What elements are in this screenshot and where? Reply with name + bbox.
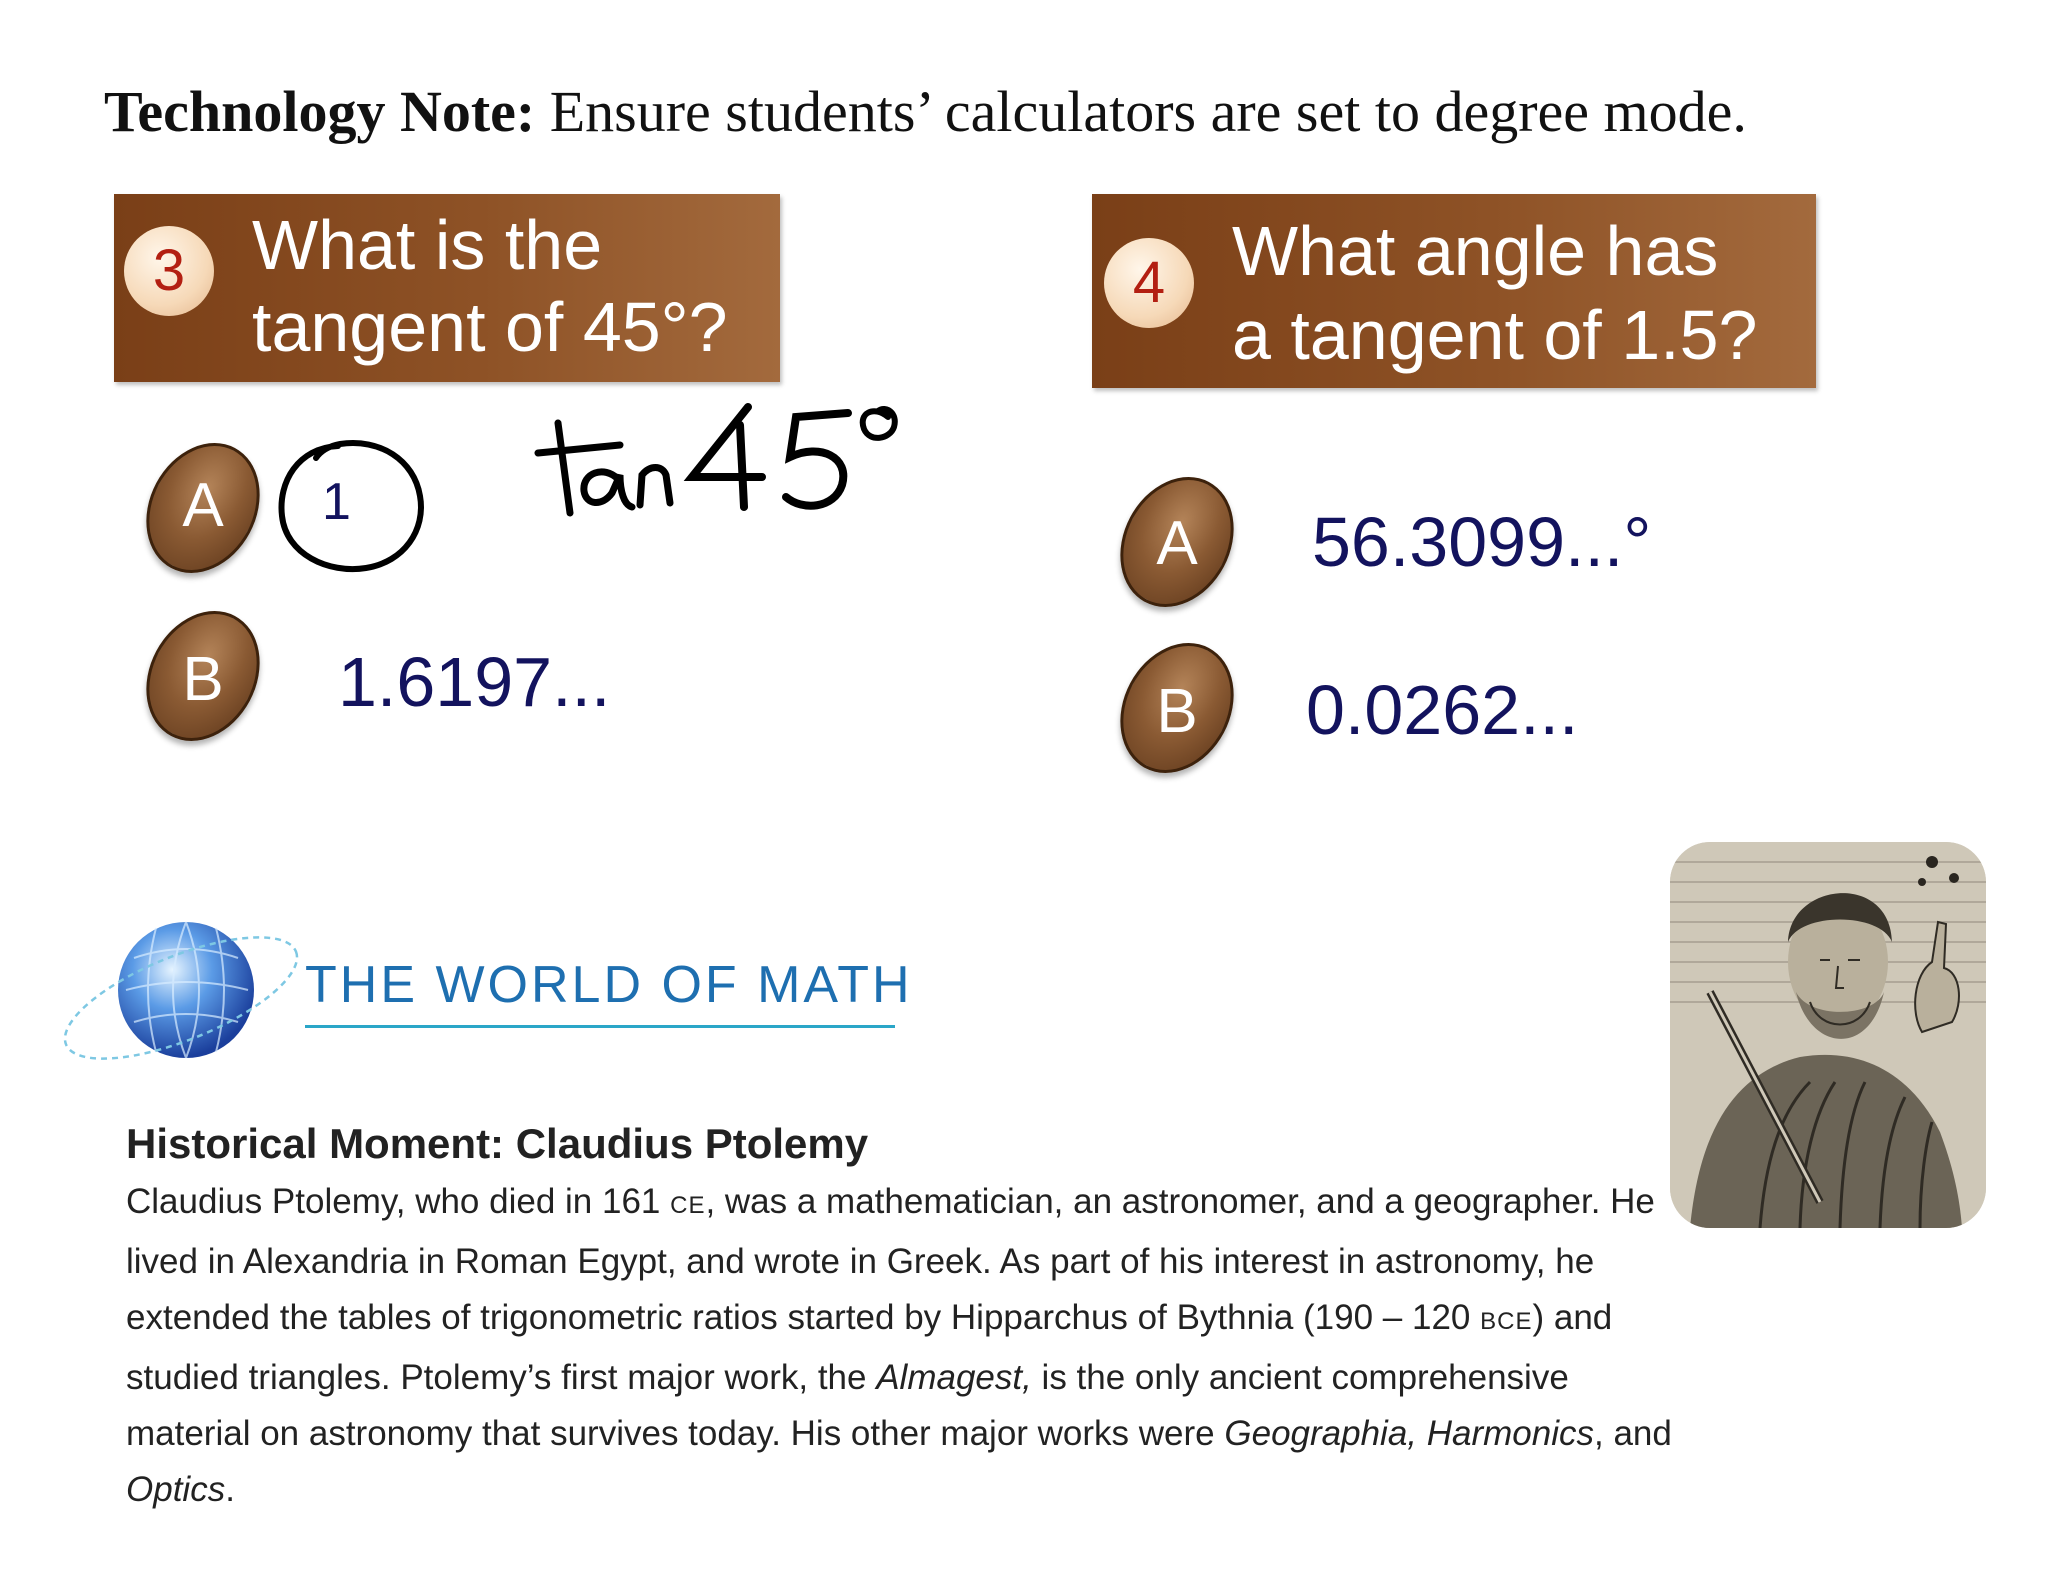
globe-icon: [56, 910, 306, 1080]
option-3a-value: 1: [322, 473, 351, 531]
option-4a-value: 56.3099...°: [1312, 503, 1652, 581]
technology-note: [104, 78, 2004, 145]
hist-text-4: is the only ancient comprehensive material on astronomy that survives today. His other major works were: [126, 1358, 1569, 1453]
handwriting-tan-45: [530, 395, 1010, 525]
question-4-line1: What angle has: [1232, 212, 1719, 290]
hist-bce: BCE: [1480, 1308, 1533, 1335]
hist-works: Geographia, Harmonics: [1224, 1414, 1594, 1453]
hist-text-2: , was a mathematician, an astronomer, and a geographer. He lived in Alexandria in Roman Egypt, and wrote in Greek. As part of his interest in astronomy, he extended the tables of trigonometric ratios started by Hipparchus of Bythnia (190 – 120: [126, 1182, 1655, 1337]
hist-text-6: .: [225, 1470, 235, 1509]
historical-moment-body: [126, 1174, 1686, 1518]
option-3a-letter: A: [182, 471, 224, 540]
world-of-math-title: THE WORLD OF MATH: [305, 956, 913, 1014]
option-3b-letter: B: [182, 645, 224, 714]
option-4b-letter: B: [1156, 677, 1198, 746]
option-3b-value: 1.6197...: [338, 643, 611, 721]
hist-ce: CE: [670, 1192, 706, 1219]
hist-text-3: ) and studied triangles. Ptolemy’s first major work, the: [126, 1298, 1613, 1397]
hist-almagest: Almagest,: [876, 1358, 1032, 1397]
hist-text-5: , and: [1594, 1414, 1672, 1453]
question-3-number: 3: [124, 226, 214, 316]
question-4-line2: a tangent of 1.5?: [1232, 296, 1758, 374]
historical-moment-heading: Historical Moment: Claudius Ptolemy: [126, 1120, 869, 1167]
handwritten-circle: [268, 432, 436, 584]
technology-note-label: Technology Note:: [104, 79, 536, 144]
hist-text-1: Claudius Ptolemy, who died in 161: [126, 1182, 671, 1221]
technology-note-text: Ensure students’ calculators are set to degree mode.: [535, 79, 1747, 144]
option-4a-letter: A: [1156, 509, 1198, 578]
world-of-math-rule: [305, 1025, 895, 1028]
question-4-number: 4: [1104, 238, 1194, 328]
question-3-line1: What is the: [252, 206, 603, 284]
question-3-line2: tangent of 45°?: [252, 288, 728, 366]
ptolemy-portrait: [1670, 842, 1986, 1228]
option-4b-value: 0.0262...: [1306, 671, 1579, 749]
hist-optics: Optics: [126, 1470, 226, 1509]
